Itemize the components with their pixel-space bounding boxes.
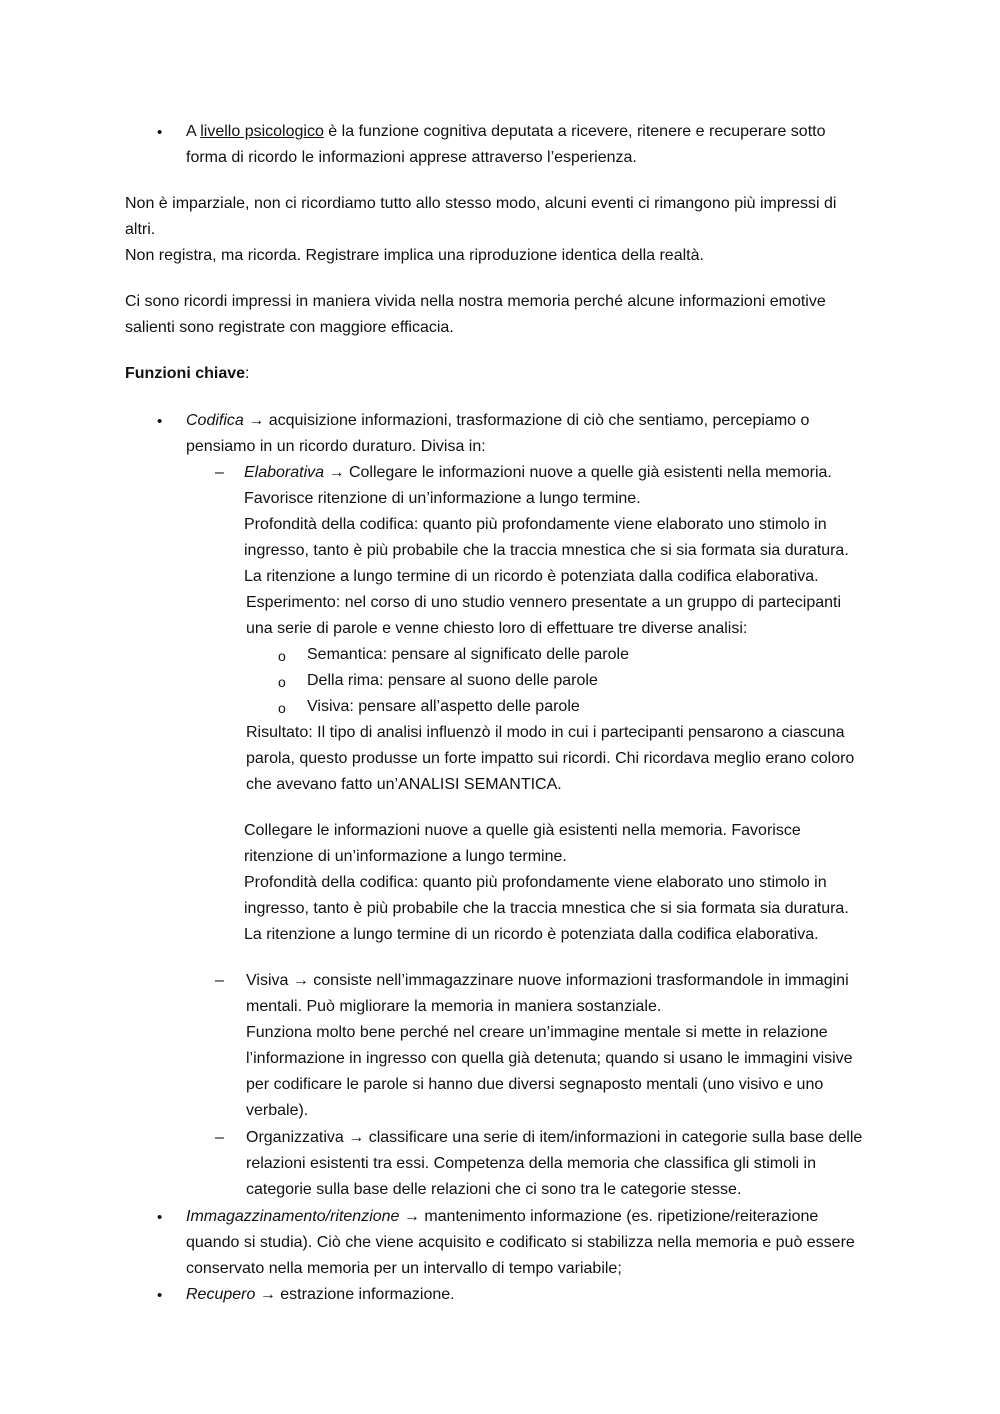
section-heading: Funzioni chiave: bbox=[125, 365, 250, 382]
organizzativa-line-1: Organizzativa → classificare una serie di item/informazioni in categorie sulla base delle bbox=[246, 1129, 863, 1146]
immagazzinamento-line-1: Immagazzinamento/ritenzione → mantenimento informazione (es. ripetizione/reiterazione bbox=[186, 1208, 819, 1225]
immagazzinamento-line: conservato nella memoria per un intervallo di tempo variabile; bbox=[186, 1260, 622, 1277]
repeat-line: ingresso, tanto è più probabile che la traccia mnestica che si sia formata sia duratura. bbox=[244, 900, 849, 917]
result-line: parola, questo produsse un forte impatto sui ricordi. Chi ricordava meglio erano coloro bbox=[246, 750, 855, 767]
visiva-line-1: Visiva → consiste nell’immagazzinare nuove informazioni trasformandole in immagini bbox=[246, 972, 849, 989]
p3-line-1: Ci sono ricordi impressi in maniera vivida nella nostra memoria perché alcune informazioni emotive bbox=[125, 293, 826, 310]
p1-line-1: A livello psicologico è la funzione cognitiva deputata a ricevere, ritenere e recuperare sotto bbox=[186, 123, 826, 140]
result-line: Risultato: Il tipo di analisi influenzò il modo in cui i partecipanti pensarono a ciascuna bbox=[246, 724, 845, 741]
visiva-line: Funziona molto bene perché nel creare un’immagine mentale si mette in relazione bbox=[246, 1024, 828, 1041]
dash-marker: – bbox=[215, 1129, 224, 1146]
elaborativa-line: Favorisce ritenzione di un’informazione a lungo termine. bbox=[244, 490, 641, 507]
p1-line-2: forma di ricordo le informazioni apprese attraverso l’esperienza. bbox=[186, 149, 637, 166]
visiva-line: per codificare le parole si hanno due diversi segnaposto mentali (uno visivo e uno bbox=[246, 1076, 824, 1093]
organizzativa-line: categorie sulla base delle relazioni che ci sono tra le categorie stesse. bbox=[246, 1181, 742, 1198]
analysis-item: Semantica: pensare al significato delle parole bbox=[307, 646, 629, 663]
repeat-line: Profondità della codifica: quanto più profondamente viene elaborato uno stimolo in bbox=[244, 874, 827, 891]
codifica-line-2: pensiamo in un ricordo duraturo. Divisa in: bbox=[186, 438, 486, 455]
repeat-line: Collegare le informazioni nuove a quelle già esistenti nella memoria. Favorisce bbox=[244, 822, 801, 839]
sub-bullet-marker: o bbox=[278, 700, 286, 716]
immagazzinamento-line: quando si studia). Ciò che viene acquisito e codificato si stabilizza nella memoria e può essere bbox=[186, 1234, 855, 1251]
sub-bullet-marker: o bbox=[278, 674, 286, 690]
p2-line-3: Non registra, ma ricorda. Registrare implica una riproduzione identica della realtà. bbox=[125, 247, 704, 264]
p3-line-2: salienti sono registrate con maggiore efficacia. bbox=[125, 319, 454, 336]
result-line: che avevano fatto un’ANALISI SEMANTICA. bbox=[246, 776, 562, 793]
repeat-line: La ritenzione a lungo termine di un ricordo è potenziata dalla codifica elaborativa. bbox=[244, 926, 819, 943]
elaborativa-line: La ritenzione a lungo termine di un ricordo è potenziata dalla codifica elaborativa. bbox=[244, 568, 819, 585]
sub-bullet-marker: o bbox=[278, 648, 286, 664]
bullet-marker: • bbox=[157, 1209, 163, 1226]
codifica-line-1: Codifica → acquisizione informazioni, trasformazione di ciò che sentiamo, percepiamo o bbox=[186, 412, 810, 429]
underlined-term: livello psicologico bbox=[200, 123, 324, 140]
recupero-line: Recupero → estrazione informazione. bbox=[186, 1286, 455, 1303]
p2-line-2: altri. bbox=[125, 221, 156, 238]
visiva-line: mentali. Può migliorare la memoria in maniera sostanziale. bbox=[246, 998, 662, 1015]
visiva-line: verbale). bbox=[246, 1102, 309, 1119]
elaborativa-line: Profondità della codifica: quanto più profondamente viene elaborato uno stimolo in bbox=[244, 516, 827, 533]
analysis-item: Della rima: pensare al suono delle parole bbox=[307, 672, 598, 689]
elaborativa-line: ingresso, tanto è più probabile che la traccia mnestica che si sia formata sia duratura. bbox=[244, 542, 849, 559]
visiva-line: l’informazione in ingresso con quella già detenuta; quando si usano le immagini visive bbox=[246, 1050, 853, 1067]
repeat-line: ritenzione di un’informazione a lungo termine. bbox=[244, 848, 567, 865]
bullet-marker: • bbox=[157, 124, 163, 141]
analysis-item: Visiva: pensare all’aspetto delle parole bbox=[307, 698, 580, 715]
dash-marker: – bbox=[215, 972, 224, 989]
dash-marker: – bbox=[215, 464, 224, 481]
elaborativa-line-1: Elaborativa → Collegare le informazioni nuove a quelle già esistenti nella memoria. bbox=[244, 464, 832, 481]
bullet-marker: • bbox=[157, 413, 163, 430]
elaborativa-line: una serie di parole e venne chiesto loro di effettuare tre diverse analisi: bbox=[246, 620, 748, 637]
p2-line-1: Non è imparziale, non ci ricordiamo tutto allo stesso modo, alcuni eventi ci rimangono più impressi di bbox=[125, 195, 837, 212]
organizzativa-line: relazioni esistenti tra essi. Competenza della memoria che classifica gli stimoli in bbox=[246, 1155, 817, 1172]
bullet-marker: • bbox=[157, 1287, 163, 1304]
elaborativa-line: Esperimento: nel corso di uno studio vennero presentate a un gruppo di partecipanti bbox=[246, 594, 842, 611]
